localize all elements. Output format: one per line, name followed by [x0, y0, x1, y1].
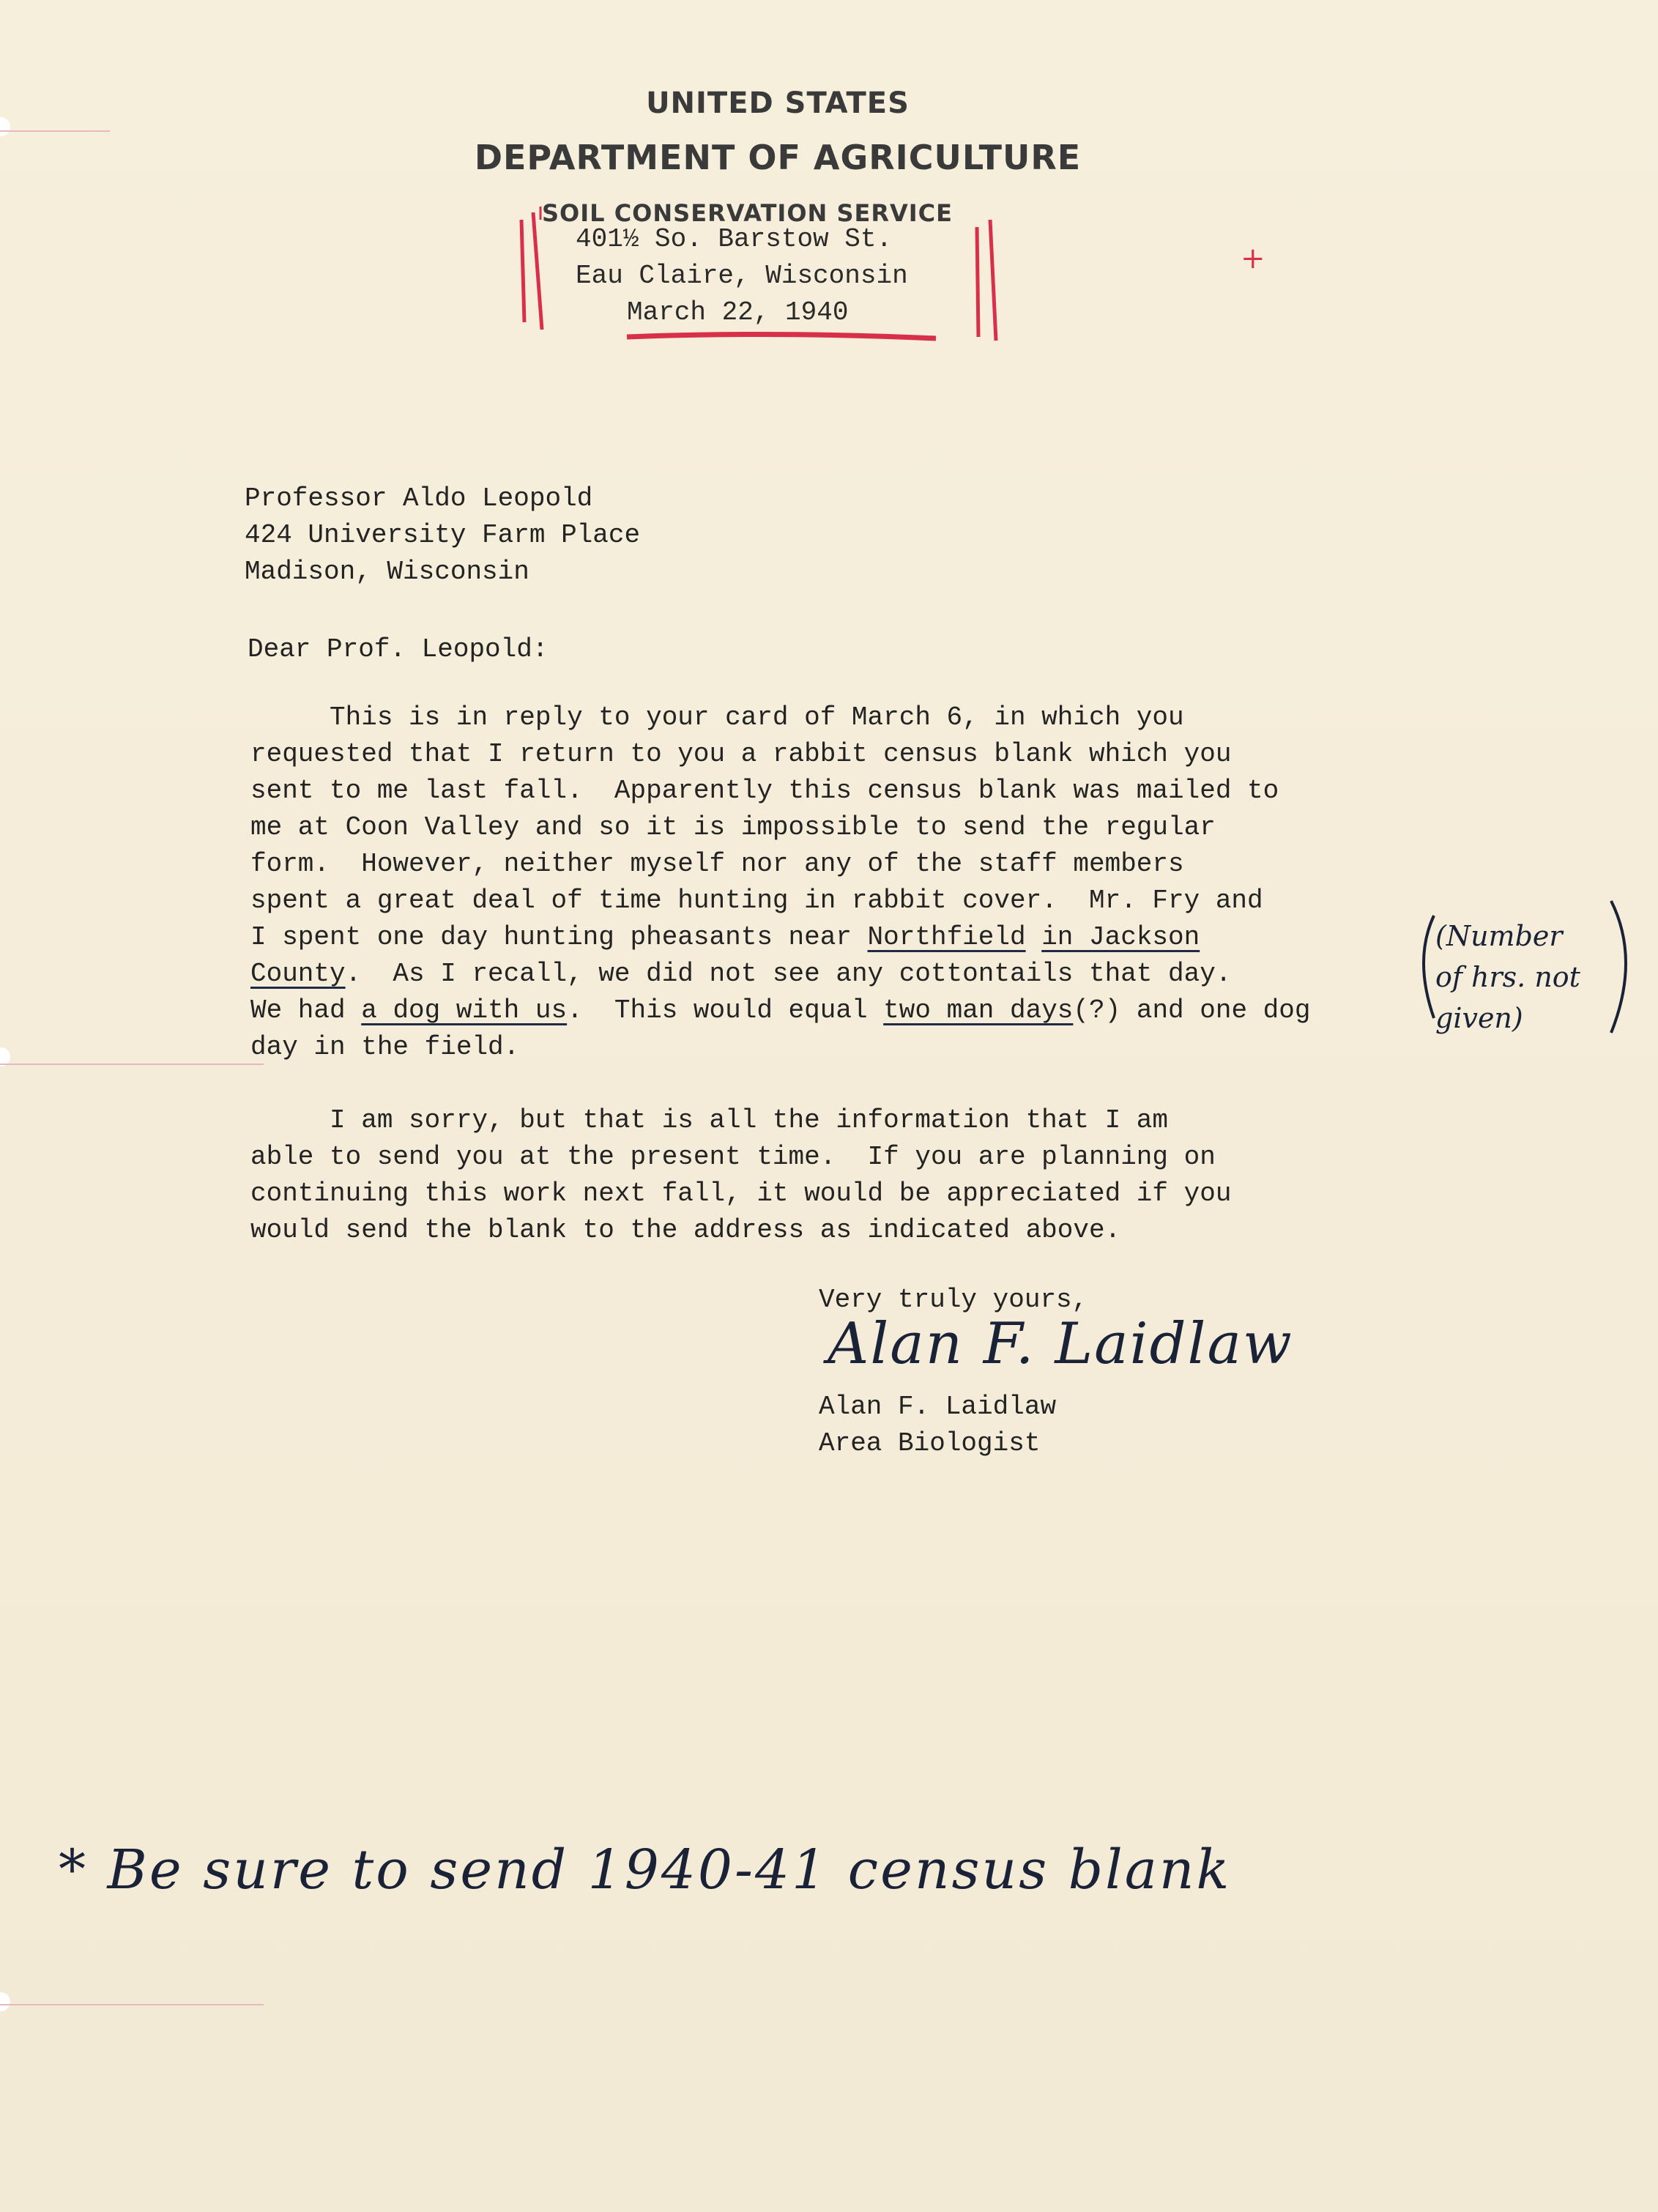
paragraph-line — [250, 992, 1310, 1029]
complimentary-close: Very truly yours, — [819, 1285, 1088, 1315]
underlined-county-word: County — [250, 959, 346, 989]
text-run: We had — [250, 995, 362, 1025]
bottom-handwritten-note: * Be sure to send 1940-41 census blank — [59, 1838, 1232, 1901]
sender-street: 401½ So. Barstow St. — [576, 224, 893, 254]
paragraph-line: I am sorry, but that is all the information that I am — [250, 1105, 1169, 1135]
paragraph-line: form. However, neither myself nor any of the staff members — [250, 849, 1184, 879]
signer-name: Alan F. Laidlaw — [819, 1392, 1057, 1422]
underlined-dog: a dog with us — [361, 995, 568, 1025]
underlined-man-days: two man days — [883, 995, 1074, 1025]
binder-hole — [0, 1992, 10, 2011]
paragraph-line — [250, 919, 1200, 956]
recipient-city: Madison, Wisconsin — [245, 557, 529, 587]
text-run — [1026, 922, 1042, 952]
margin-handwritten-note: (Number of hrs. not given) — [1435, 920, 1580, 1034]
paragraph-line: me at Coon Valley and so it is impossible to send the regular — [250, 812, 1216, 842]
letterhead-line2: DEPARTMENT OF AGRICULTURE — [474, 138, 1082, 177]
signer-title: Area Biologist — [819, 1428, 1041, 1458]
paragraph-line: requested that I return to you a rabbit census blank which you — [250, 739, 1232, 769]
recipient-name: Professor Aldo Leopold — [245, 483, 593, 513]
handwritten-signature: Alan F. Laidlaw — [828, 1311, 1293, 1377]
paragraph-line: spent a great deal of time hunting in rabbit cover. Mr. Fry and — [250, 886, 1263, 916]
red-plus-mark: + — [1241, 242, 1265, 275]
paragraph-line: would send the blank to the address as indicated above. — [250, 1215, 1121, 1245]
paragraph-line — [250, 956, 1231, 992]
paragraph-line: sent to me last fall. Apparently this census blank was mailed to — [250, 776, 1279, 806]
margin-mark — [0, 2004, 264, 2005]
sender-city: Eau Claire, Wisconsin — [576, 261, 908, 291]
text-run: (?) and one dog — [1073, 995, 1311, 1025]
margin-mark — [0, 1064, 264, 1065]
salutation: Dear Prof. Leopold: — [248, 634, 549, 664]
recipient-street: 424 University Farm Place — [245, 520, 641, 550]
text-run: . This would equal — [567, 995, 884, 1025]
text-run: . As I recall, we did not see any cottontails that day. — [345, 959, 1232, 989]
paragraph-line: This is in reply to your card of March 6, in which you — [250, 702, 1184, 732]
red-pencil-marks — [0, 0, 1658, 439]
letter-date: March 22, 1940 — [627, 297, 849, 327]
paragraph-line: able to send you at the present time. If you are planning on — [250, 1142, 1216, 1172]
underlined-county: in Jackson — [1041, 922, 1200, 952]
underlined-place: Northfield — [867, 922, 1026, 952]
letterhead-line1: UNITED STATES — [646, 86, 910, 120]
paragraph-line: day in the field. — [250, 1032, 520, 1062]
text-run: I spent one day hunting pheasants near — [250, 922, 868, 952]
paragraph-line: continuing this work next fall, it would be appreciated if you — [250, 1179, 1232, 1209]
letterhead-agency: SOIL CONSERVATION SERVICE — [542, 199, 953, 227]
